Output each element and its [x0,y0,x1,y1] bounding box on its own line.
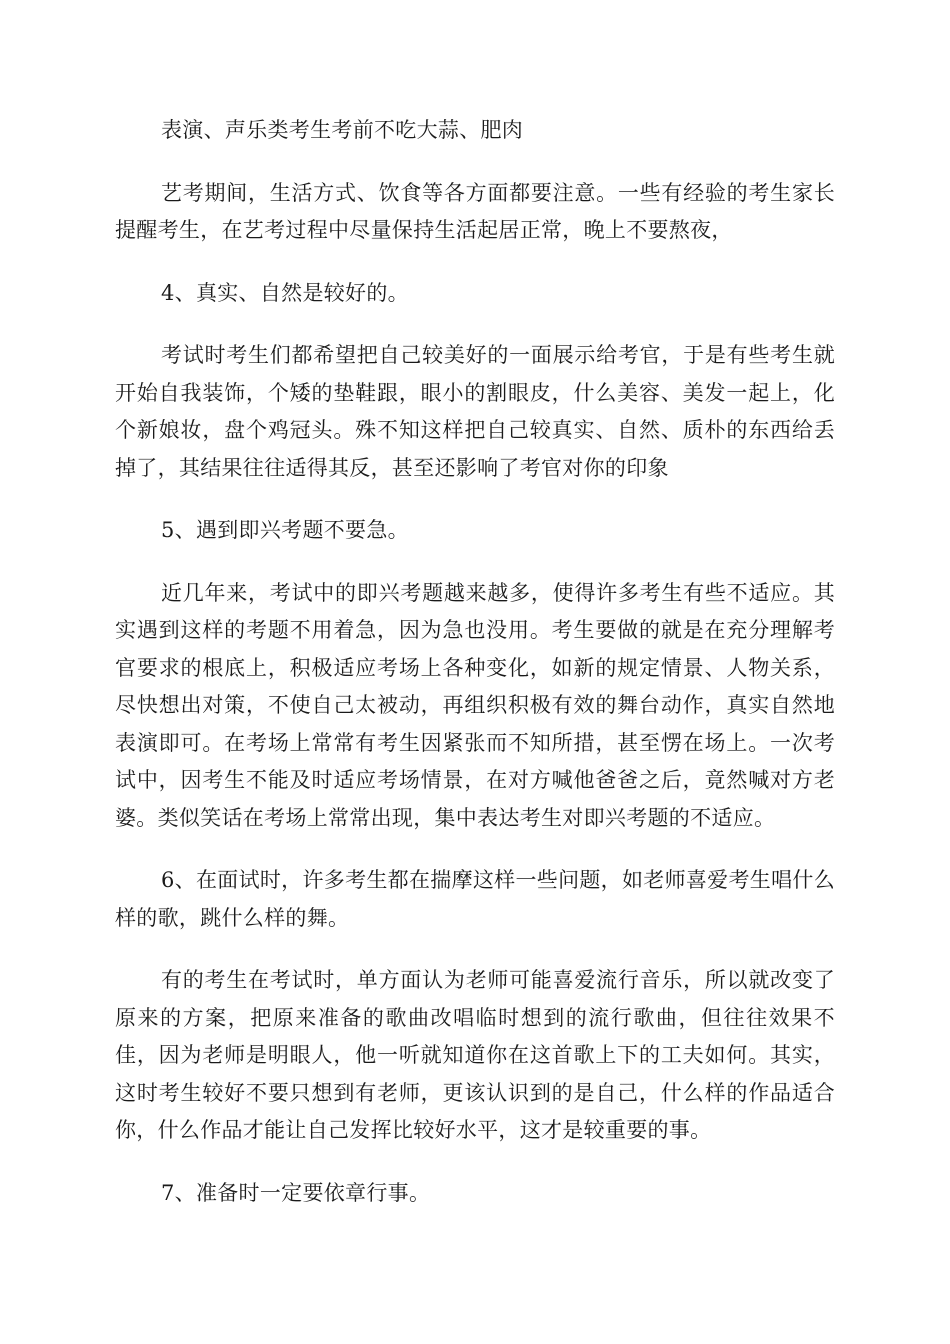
paragraph-heading-7: 7、准备时一定要依章行事。 [161,1180,431,1205]
paragraph-improvised-questions: 近几年来，考试中的即兴考题越来越多，使得许多考生有些不适应。其实遇到这样的考题不用着急，因为急也没用。考生要做的就是在充分理解考官要求的根底上，积极适应考场上各种变化，如新的规定情景、人物关系，尽快想出对策，不使自己太被动，再组织积极有效的舞台动作，真实自然地表演即可。在考场上常常有考生因紧张而不知所措，甚至愣在场上。一次考试中，因考生不能及时适应考场情景，在对方喊他爸爸之后，竟然喊对方老婆。类似笑话在考场上常常出现，集中表达考生对即兴考题的不适应。 [115,580,835,830]
paragraph-heading-5: 5、遇到即兴考题不要急。 [161,518,409,542]
paragraph-song-choice: 有的考生在考试时，单方面认为老师可能喜爱流行音乐，所以就改变了原来的方案，把原来准备的歌曲改唱临时想到的流行歌曲，但往往效果不佳，因为老师是明眼人，他一听就知道你在这首歌上下的工夫如何。其实，这时考生较好不要只想到有老师，更该认识到的是自己，什么样的作品适合你，什么作品才能让自己发挥比较好水平，这才是较重要的事。 [115,968,835,1142]
paragraph-diet-advice: 艺考期间，生活方式、饮食等各方面都要注意。一些有经验的考生家长提醒考生，在艺考过程中尽量保持生活起居正常，晚上不要熬夜， [115,180,835,242]
paragraph-heading-4: 4、真实、自然是较好的。 [161,280,409,305]
paragraph-heading-diet: 表演、声乐类考生考前不吃大蒜、肥肉 [161,118,524,142]
paragraph-heading-6: 6、在面试时，许多考生都在揣摩这样一些问题，如老师喜爱考生唱什么样的歌，跳什么样的舞。 [115,868,835,930]
document-body [115,112,835,1237]
paragraph-natural-appearance: 考试时考生们都希望把自己较美好的一面展示给考官，于是有些考生就开始自我装饰，个矮的垫鞋跟，眼小的割眼皮，什么美容、美发一起上，化个新娘妆，盘个鸡冠头。殊不知这样把自己较真实、自然、质朴的东西给丢掉了，其结果往往适得其反，甚至还影响了考官对你的印象 [115,343,835,480]
